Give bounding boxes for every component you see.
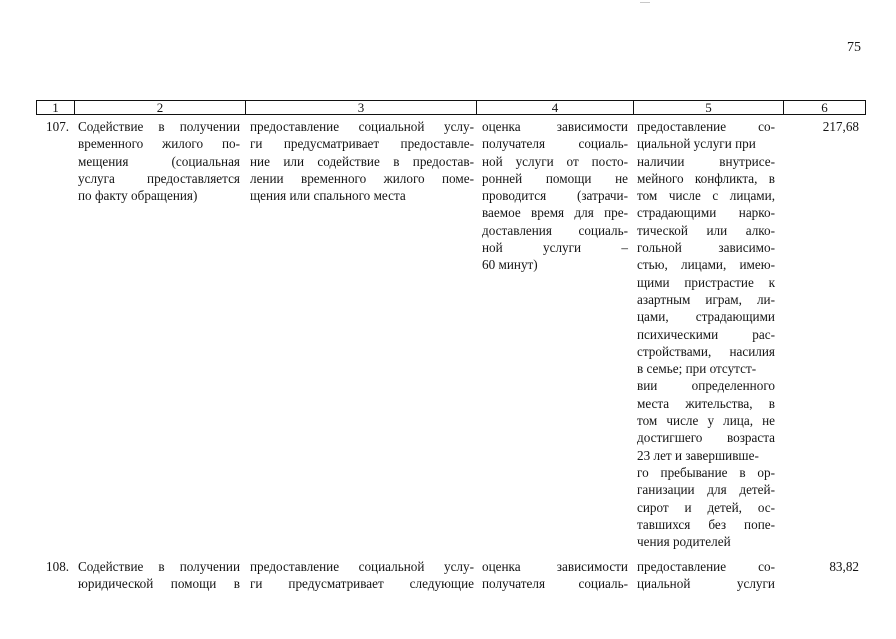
text-line: го пребывание в ор- [637, 464, 775, 480]
text-line: проводится (затрачи- [482, 188, 628, 204]
text-line: щения или спального места [250, 188, 406, 204]
text-line: ги предусматривает предоставле- [250, 136, 474, 152]
text-line: 23 лет и завершивше- [637, 447, 759, 463]
text-line: предоставление со- [637, 119, 775, 134]
text-line: чения родителей [637, 534, 731, 550]
text-line: циальной услуги [637, 576, 775, 592]
text-line: ваемое время для пре- [482, 205, 628, 221]
text-line: тавшихся без попе- [637, 516, 775, 532]
text-line: предоставление со- [637, 559, 775, 574]
service-price: 217,68 [822, 119, 859, 134]
text-line: услуга предоставляется [78, 170, 240, 186]
text-line: ной услуги – [482, 240, 628, 256]
text-line: в семье; при отсутст- [637, 361, 757, 377]
service-conditions [637, 118, 775, 550]
column-number-3: 3 [246, 101, 477, 115]
text-line: ги предусматривает следующие [250, 576, 474, 592]
text-line: лении временного жилого поме- [250, 170, 474, 186]
column-number-4: 4 [477, 101, 634, 115]
service-name [78, 118, 240, 204]
text-line: временного жилого по- [78, 136, 240, 152]
text-line: гольной зависимо- [637, 240, 775, 256]
text-line: мейного конфликта, в [637, 170, 775, 186]
text-line: ганизации для детей- [637, 482, 775, 498]
text-line: оценка зависимости [482, 559, 628, 574]
text-line: сирот и детей, ос- [637, 499, 775, 515]
text-line: получателя социаль- [482, 576, 628, 592]
text-line: цами, страдающими [637, 309, 775, 325]
service-conditions [637, 558, 775, 593]
text-line: доставления социаль- [482, 222, 628, 238]
service-name [78, 558, 240, 593]
text-line: тической или алко- [637, 222, 775, 238]
row-number: 107. [46, 119, 70, 134]
service-content [250, 558, 474, 593]
service-price: 83,82 [829, 559, 859, 574]
text-line: достигшего возраста [637, 430, 775, 446]
text-line: 60 минут) [482, 257, 538, 273]
text-line: Содействие в получении [78, 119, 240, 134]
text-line: стью, лицами, имею- [637, 257, 775, 273]
text-line: щими пристрастие к [637, 274, 775, 290]
page-number: 75 [847, 40, 861, 55]
text-line: том числе с лицами, [637, 188, 775, 204]
text-line: юридической помощи в [78, 576, 240, 592]
text-line: циальной услуги при [637, 136, 756, 152]
column-number-2: 2 [75, 101, 246, 115]
text-line: ронней помощи не [482, 170, 628, 186]
text-line: Содействие в получении [78, 559, 240, 574]
text-line: ние или содействие в предостав- [250, 153, 474, 169]
scan-artifact [640, 2, 650, 3]
text-line: предоставление социальной услу- [250, 119, 474, 134]
text-line: том числе у лица, не [637, 413, 775, 429]
column-number-row [36, 100, 866, 115]
text-line: ной услуги от посто- [482, 153, 628, 169]
text-line: по факту обращения) [78, 188, 198, 204]
text-line: психическими рас- [637, 326, 775, 342]
column-number-1: 1 [37, 101, 75, 115]
column-number-5: 5 [634, 101, 784, 115]
dependency-assessment [482, 118, 628, 274]
text-line: наличии внутрисе- [637, 153, 775, 169]
text-line: оценка зависимости [482, 119, 628, 134]
text-line: стройствами, насилия [637, 343, 775, 359]
row-number: 108. [46, 559, 70, 574]
column-number-6: 6 [784, 101, 866, 115]
text-line: предоставление социальной услу- [250, 559, 474, 574]
text-line: азартным играм, ли- [637, 291, 775, 307]
dependency-assessment [482, 558, 628, 593]
text-line: мещения (социальная [78, 153, 240, 169]
text-line: места жительства, в [637, 395, 775, 411]
text-line: страдающими нарко- [637, 205, 775, 221]
text-line: вии определенного [637, 378, 775, 394]
text-line: получателя социаль- [482, 136, 628, 152]
service-content [250, 118, 474, 204]
